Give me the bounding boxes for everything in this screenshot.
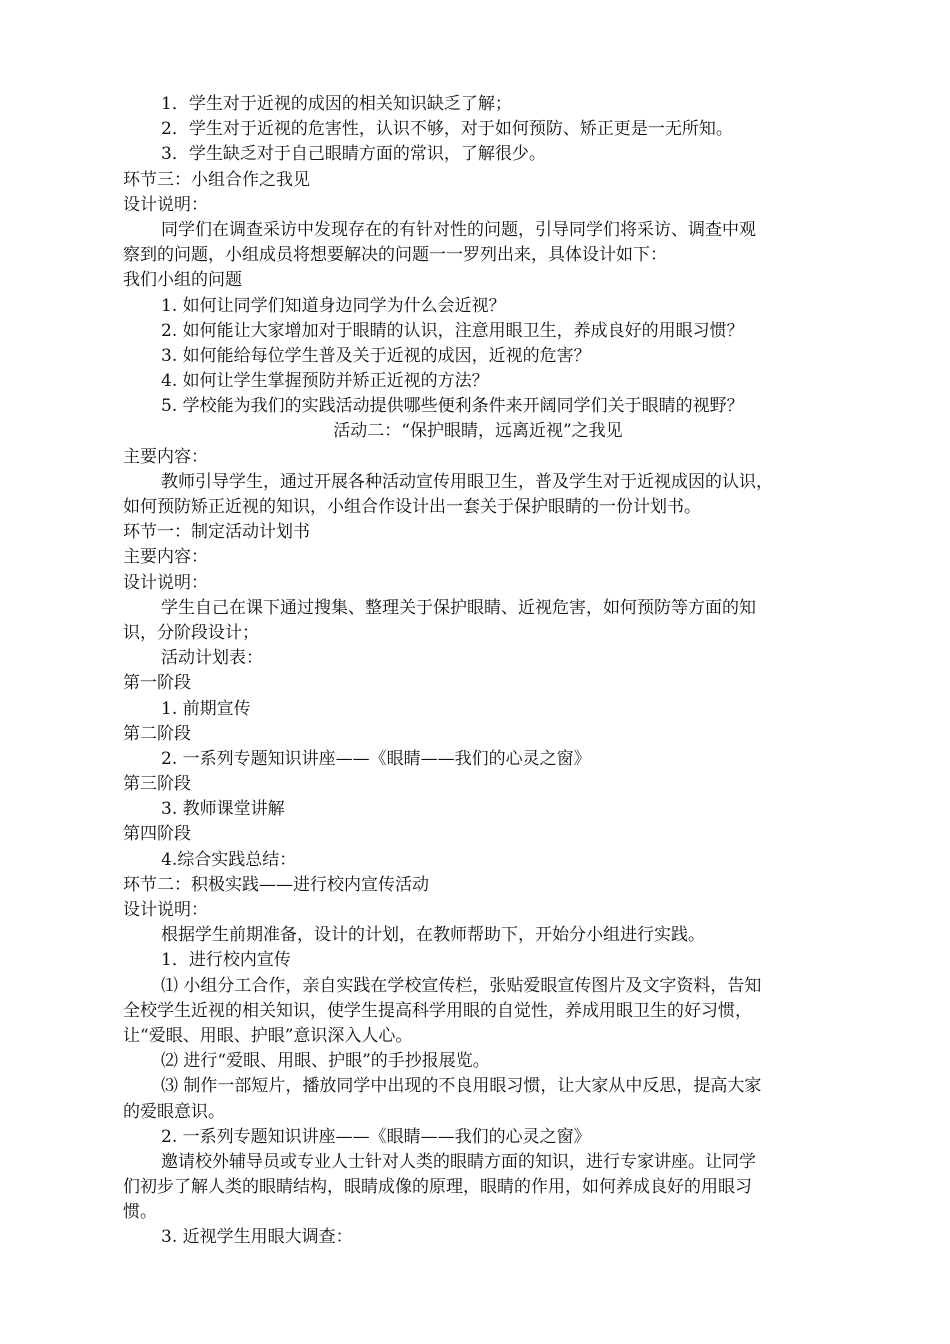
list-item: 3. 如何能给每位学生普及关于近视的成因，近视的危害？ <box>161 345 591 366</box>
text-line: 设计说明： <box>123 900 208 920</box>
list-item: 3. 近视学生用眼大调查： <box>161 1227 353 1248</box>
text-line: 我们小组的问题 <box>123 270 242 291</box>
text-line: ⑵ 进行“爱眼、用眼、护眼”的手抄报展览。 <box>161 1051 490 1072</box>
text-line: 惯。 <box>123 1202 157 1223</box>
text-line: 1．学生对于近视的成因的相关知识缺乏了解； <box>161 94 512 114</box>
list-item: 4.综合实践总结： <box>161 849 297 870</box>
stage-label: 第四阶段 <box>123 824 191 845</box>
list-item: 2. 一系列专题知识讲座——《眼睛——我们的心灵之窗》 <box>161 748 591 769</box>
text-line: 同学们在调查采访中发现存在的有针对性的问题，引导同学们将采访、调查中观 <box>161 219 756 240</box>
list-item: 1. 如何让同学们知道身边同学为什么会近视？ <box>161 295 506 316</box>
text-line: 3．学生缺乏对于自己眼睛方面的常识，了解很少。 <box>161 144 546 165</box>
text-line: 察到的问题，小组成员将想要解决的问题一一罗列出来，具体设计如下： <box>123 245 667 266</box>
text-line: 如何预防矫正近视的知识，小组合作设计出一套关于保护眼睛的一份计划书。 <box>123 497 701 517</box>
text-line: ⑶ 制作一部短片，播放同学中出现的不良用眼习惯，让大家从中反思，提高大家 <box>161 1076 762 1097</box>
text-line: 2．学生对于近视的危害性，认识不够，对于如何预防、矫正更是一无所知。 <box>161 119 733 140</box>
text-line: 的爱眼意识。 <box>123 1101 225 1122</box>
text-line: 根据学生前期准备，设计的计划，在教师帮助下，开始分小组进行实践。 <box>161 925 705 946</box>
text-line: 全校学生近视的相关知识，使学生提高科学用眼的自觉性，养成用眼卫生的好习惯， <box>123 1000 752 1021</box>
list-item: 1. 前期宣传 <box>161 698 251 719</box>
text-line: 主要内容： <box>123 446 208 467</box>
text-line: 让“爱眼、用眼、护眼”意识深入人心。 <box>123 1025 413 1046</box>
document-page <box>123 92 833 1251</box>
text-line: 识，分阶段设计； <box>123 622 259 643</box>
list-item: 2. 如何能让大家增加对于眼睛的认识，注意用眼卫生，养成良好的用眼习惯？ <box>161 320 744 341</box>
text-line: 邀请校外辅导员或专业人士针对人类的眼睛方面的知识，进行专家讲座。让同学 <box>161 1151 756 1172</box>
stage-label: 第一阶段 <box>123 673 191 694</box>
text-line: 学生自己在课下通过搜集、整理关于保护眼睛、近视危害，如何预防等方面的知 <box>161 597 756 618</box>
section-heading: 环节三：小组合作之我见 <box>123 169 310 190</box>
text-line: 们初步了解人类的眼睛结构，眼睛成像的原理，眼睛的作用，如何养成良好的用眼习 <box>123 1177 752 1198</box>
activity-title: 活动二：“保护眼睛，远离近视”之我见 <box>333 421 623 442</box>
list-item: 4. 如何让学生掌握预防并矫正近视的方法？ <box>161 371 489 392</box>
text-line: 设计说明： <box>123 194 208 215</box>
text-line: 主要内容： <box>123 547 208 568</box>
list-item: 3. 教师课堂讲解 <box>161 799 285 820</box>
section-heading: 环节二：积极实践——进行校内宣传活动 <box>123 874 429 895</box>
text-line: ⑴ 小组分工合作，亲自实践在学校宣传栏，张贴爱眼宣传图片及文字资料，告知 <box>161 975 762 996</box>
text-line: 教师引导学生，通过开展各种活动宣传用眼卫生，普及学生对于近视成因的认识， <box>161 471 773 492</box>
list-item: 5. 学校能为我们的实践活动提供哪些便利条件来开阔同学们关于眼睛的视野？ <box>161 396 744 417</box>
stage-label: 第二阶段 <box>123 723 191 744</box>
text-line: 设计说明： <box>123 572 208 593</box>
stage-label: 第三阶段 <box>123 774 191 795</box>
list-item: 1．进行校内宣传 <box>161 950 291 971</box>
list-item: 2. 一系列专题知识讲座——《眼睛——我们的心灵之窗》 <box>161 1126 591 1147</box>
text-line: 活动计划表： <box>161 648 263 669</box>
section-heading: 环节一：制定活动计划书 <box>123 522 310 543</box>
